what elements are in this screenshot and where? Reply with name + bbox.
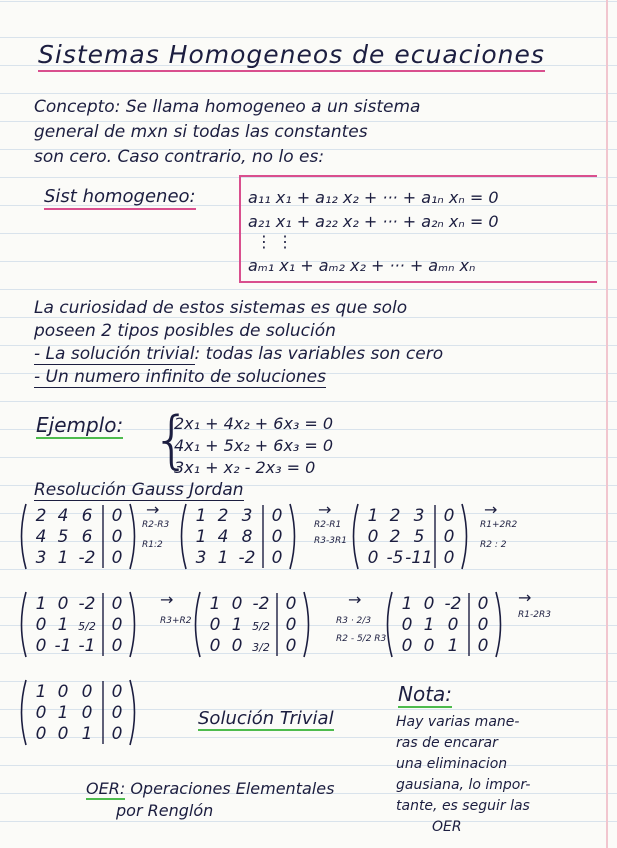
matrix-cell: 0 xyxy=(57,682,69,702)
matrix-cell: 0 xyxy=(35,724,47,744)
matrix-cell: 1 xyxy=(401,594,413,614)
matrix-cell: 0 xyxy=(401,615,413,635)
matrix-cell: 0 xyxy=(111,506,123,526)
matrix-cell: 1 xyxy=(195,506,207,526)
arrow-icon: → xyxy=(484,500,498,519)
matrix-cell: 0 xyxy=(57,594,69,614)
matrix-cell: 0 xyxy=(231,636,243,656)
note-title: Nota: xyxy=(398,682,453,706)
matrix-cell: 5/2 xyxy=(78,620,96,633)
left-paren xyxy=(22,680,27,745)
curiosity-text xyxy=(34,297,443,389)
matrix-cell: -2 xyxy=(78,594,96,614)
concept-line-2: general de mxn si todas las constantes xyxy=(34,122,368,142)
left-paren xyxy=(196,592,201,657)
matrix-cell: -5 xyxy=(386,548,404,568)
matrix-5 xyxy=(192,590,312,663)
op-4: R3+R2 xyxy=(160,616,192,626)
concept-text xyxy=(34,95,420,170)
right-paren xyxy=(496,592,501,657)
oer-line-2: por Renglón xyxy=(116,801,214,820)
matrix-cell: 0 xyxy=(271,506,283,526)
note-line-3: una eliminacion xyxy=(396,756,508,772)
op-2b: R3-3R1 xyxy=(314,536,347,546)
right-paren xyxy=(462,504,467,569)
arrow-icon: → xyxy=(146,500,160,519)
matrix-cell: 2 xyxy=(217,506,229,526)
system-eq-3: aₘ₁ x₁ + aₘ₂ x₂ + ··· + aₘₙ xₙ xyxy=(248,256,476,275)
matrix-cell: 0 xyxy=(231,594,243,614)
left-brace-icon: { xyxy=(152,403,192,476)
matrix-cell: 0 xyxy=(285,636,297,656)
curiosity-line-3: - La solución trivial: todas las variables son cero xyxy=(34,344,444,364)
matrix-cell: 1 xyxy=(35,594,47,614)
matrix-4 xyxy=(18,590,138,663)
matrix-cell: 0 xyxy=(271,548,283,568)
system-dots: ⋮ ⋮ xyxy=(256,232,294,251)
left-paren xyxy=(388,592,393,657)
note-line-4: gausiana, lo impor- xyxy=(396,777,531,793)
page-title: Sistemas Homogeneos de ecuaciones xyxy=(38,40,545,69)
op-1a: R2-R3 xyxy=(142,520,170,530)
matrix-cell: 0 xyxy=(477,594,489,614)
op-5a: R3 · 2/3 xyxy=(336,616,372,626)
matrix-cell: -2 xyxy=(238,548,256,568)
matrix-cell: 1 xyxy=(57,615,69,635)
matrix-cell: 2 xyxy=(389,527,401,547)
matrix-2 xyxy=(178,502,298,575)
matrix-cell: 0 xyxy=(111,636,123,656)
matrix-cell: 3 xyxy=(241,506,253,526)
matrix-cell: 2 xyxy=(35,506,47,526)
matrix-cell: -11 xyxy=(405,548,433,568)
example-eq-2: 4x₁ + 5x₂ + 6x₃ = 0 xyxy=(174,436,334,455)
matrix-cell: -2 xyxy=(252,594,270,614)
matrix-cell: 2 xyxy=(389,506,401,526)
matrix-svg xyxy=(18,678,138,747)
trivial-solution-label: Solución Trivial xyxy=(198,708,334,729)
matrix-cell: -2 xyxy=(78,548,96,568)
matrix-cell: 5/2 xyxy=(252,620,270,633)
matrix-cell: 4 xyxy=(35,527,47,547)
op-6: R1-2R3 xyxy=(518,610,551,620)
left-paren xyxy=(22,592,27,657)
matrix-svg xyxy=(18,502,138,571)
system-eq-2: a₂₁ x₁ + a₂₂ x₂ + ··· + a₂ₙ xₙ = 0 xyxy=(248,212,499,231)
right-paren xyxy=(130,504,135,569)
curiosity-line-4: - Un numero infinito de soluciones xyxy=(34,367,326,387)
arrow-icon: → xyxy=(348,590,362,609)
matrix-svg xyxy=(18,590,138,659)
op-3a: R1+2R2 xyxy=(480,520,518,530)
matrix-cell: 1 xyxy=(35,682,47,702)
right-paren xyxy=(130,680,135,745)
matrix-cell: 1 xyxy=(57,703,69,723)
arrow-icon: → xyxy=(518,588,532,607)
matrix-svg xyxy=(178,502,298,571)
matrix-cell: 0 xyxy=(111,615,123,635)
matrix-7 xyxy=(18,678,138,751)
matrix-cell: 1 xyxy=(81,724,93,744)
matrix-cell: 0 xyxy=(35,636,47,656)
matrix-cell: -2 xyxy=(444,594,462,614)
matrix-cell: -1 xyxy=(54,636,72,656)
matrix-cell: 0 xyxy=(271,527,283,547)
op-1b: R1:2 xyxy=(142,540,163,550)
matrix-cell: 3/2 xyxy=(252,641,270,654)
matrix-cell: 0 xyxy=(35,703,47,723)
matrix-cell: 0 xyxy=(209,636,221,656)
system-eq-1: a₁₁ x₁ + a₁₂ x₂ + ··· + a₁ₙ xₙ = 0 xyxy=(248,188,499,207)
matrix-cell: 0 xyxy=(423,636,435,656)
matrix-cell: 5 xyxy=(413,527,425,547)
matrix-cell: 0 xyxy=(367,527,379,547)
matrix-cell: 6 xyxy=(81,506,93,526)
note-body xyxy=(396,712,530,838)
matrix-1 xyxy=(18,502,138,575)
example-eq-3: 3x₁ + x₂ - 2x₃ = 0 xyxy=(174,458,316,477)
matrix-cell: 3 xyxy=(35,548,47,568)
op-5b: R2 - 5/2 R3 xyxy=(336,634,387,644)
matrix-cell: 0 xyxy=(111,527,123,547)
matrix-cell: 0 xyxy=(111,703,123,723)
matrix-cell: 0 xyxy=(285,594,297,614)
matrix-cell: -1 xyxy=(78,636,96,656)
matrix-svg xyxy=(192,590,312,659)
resolution-label: Resolución Gauss Jordan xyxy=(34,480,244,500)
note-line-5: tante, es seguir las xyxy=(396,798,530,814)
curiosity-line-2: poseen 2 tipos posibles de solución xyxy=(34,321,336,341)
note-line-2: ras de encarar xyxy=(396,735,498,751)
oer-definition xyxy=(86,778,334,822)
matrix-cell: 4 xyxy=(57,506,69,526)
concept-line-3: son cero. Caso contrario, no lo es: xyxy=(34,147,325,167)
system-label: Sist homogeneo: xyxy=(44,186,196,207)
matrix-cell: 1 xyxy=(209,594,221,614)
matrix-cell: 4 xyxy=(217,527,229,547)
matrix-cell: 0 xyxy=(447,615,459,635)
matrix-cell: 6 xyxy=(81,527,93,547)
matrix-cell: 0 xyxy=(57,724,69,744)
op-2a: R2-R1 xyxy=(314,520,342,530)
matrix-cell: 0 xyxy=(477,615,489,635)
left-paren xyxy=(182,504,187,569)
note-line-1: Hay varias mane- xyxy=(396,714,520,730)
left-paren xyxy=(354,504,359,569)
matrix-cell: 0 xyxy=(111,724,123,744)
right-paren xyxy=(304,592,309,657)
matrix-cell: 0 xyxy=(443,548,455,568)
matrix-cell: 1 xyxy=(231,615,243,635)
matrix-cell: 0 xyxy=(401,636,413,656)
matrix-cell: 0 xyxy=(423,594,435,614)
matrix-cell: 5 xyxy=(57,527,69,547)
matrix-cell: 1 xyxy=(447,636,459,656)
matrix-cell: 1 xyxy=(217,548,229,568)
oer-line-1: Operaciones Elementales xyxy=(130,779,335,798)
margin-line xyxy=(606,0,608,848)
matrix-svg xyxy=(384,590,504,659)
oer-abbr: OER: xyxy=(86,779,126,798)
matrix-cell: 0 xyxy=(285,615,297,635)
note-line-6: OER xyxy=(432,819,462,835)
concept-line-1: Concepto: Se llama homogeneo a un sistema xyxy=(34,97,421,117)
matrix-cell: 0 xyxy=(367,548,379,568)
matrix-cell: 1 xyxy=(57,548,69,568)
matrix-cell: 0 xyxy=(111,594,123,614)
matrix-cell: 3 xyxy=(413,506,425,526)
matrix-cell: 0 xyxy=(477,636,489,656)
matrix-cell: 0 xyxy=(81,682,93,702)
matrix-cell: 0 xyxy=(81,703,93,723)
op-3b: R2 : 2 xyxy=(480,540,507,550)
matrix-svg xyxy=(350,502,470,571)
matrix-cell: 0 xyxy=(111,682,123,702)
matrix-cell: 0 xyxy=(443,527,455,547)
arrow-icon: → xyxy=(160,590,174,609)
right-paren xyxy=(290,504,295,569)
matrix-cell: 1 xyxy=(367,506,379,526)
matrix-6 xyxy=(384,590,504,663)
arrow-icon: → xyxy=(318,500,332,519)
matrix-cell: 0 xyxy=(35,615,47,635)
matrix-cell: 0 xyxy=(209,615,221,635)
matrix-cell: 1 xyxy=(195,527,207,547)
matrix-cell: 1 xyxy=(423,615,435,635)
example-label: Ejemplo: xyxy=(36,413,124,437)
matrix-3 xyxy=(350,502,470,575)
matrix-cell: 0 xyxy=(443,506,455,526)
matrix-cell: 3 xyxy=(195,548,207,568)
example-eq-1: 2x₁ + 4x₂ + 6x₃ = 0 xyxy=(174,414,334,433)
matrix-cell: 8 xyxy=(241,527,253,547)
right-paren xyxy=(130,592,135,657)
left-paren xyxy=(22,504,27,569)
curiosity-line-1: La curiosidad de estos sistemas es que solo xyxy=(34,298,408,318)
matrix-cell: 0 xyxy=(111,548,123,568)
